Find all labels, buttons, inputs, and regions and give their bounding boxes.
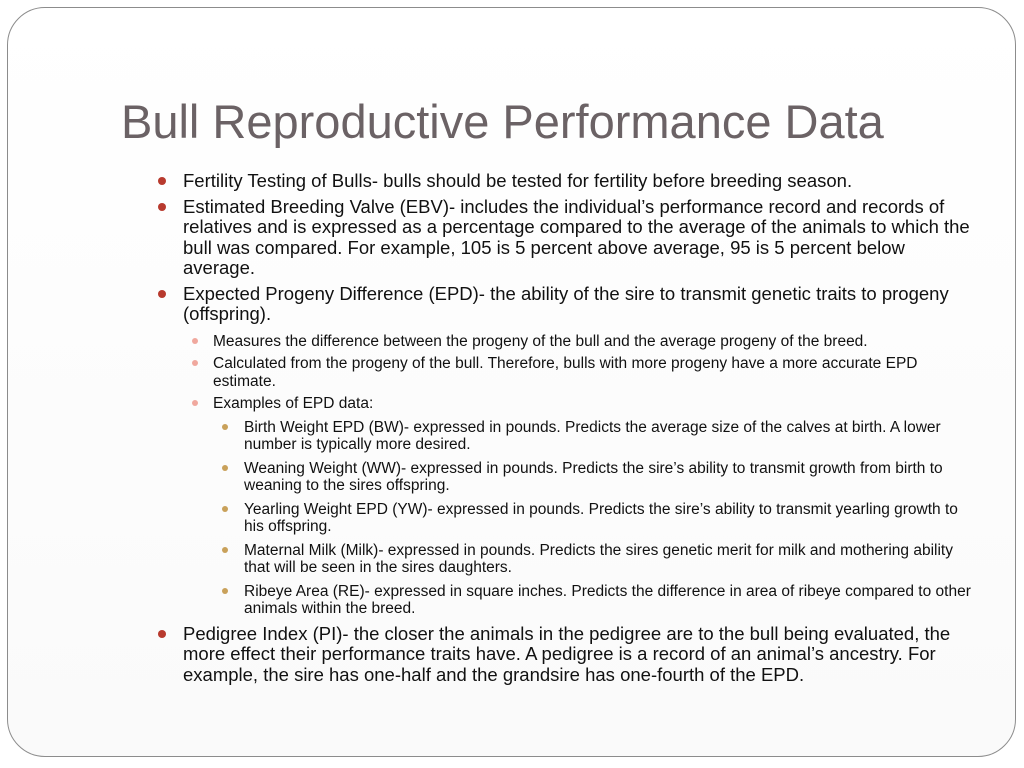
- bullet-dot-icon: [158, 290, 166, 298]
- epd-examples-list: [213, 419, 972, 618]
- bullet-dot-icon: [158, 203, 166, 211]
- bullet-dot-icon: [158, 177, 166, 185]
- bullet-text: Fertility Testing of Bulls- bulls should be tested for fertility before breeding season.: [183, 170, 853, 191]
- example-bullet-dot-icon: [222, 547, 228, 553]
- example-bullet-dot-icon: [222, 465, 228, 471]
- sub-bullet-dot-icon: [192, 338, 198, 344]
- sub-bullet-text: Measures the difference between the progeny of the bull and the average progeny of the breed.: [213, 332, 868, 350]
- bullet-pedigree-index: [156, 624, 972, 686]
- example-text: Yearling Weight EPD (YW)- expressed in pounds. Predicts the sire’s ability to transmit yearling growth to his offspring.: [244, 500, 958, 535]
- sub-bullet-dot-icon: [192, 360, 198, 366]
- example-bullet-dot-icon: [222, 424, 228, 430]
- bullet-list: [156, 171, 972, 685]
- sub-bullet-measures: [183, 333, 972, 351]
- epd-example-maternal-milk: [213, 542, 972, 577]
- slide-title: Bull Reproductive Performance Data: [121, 95, 884, 148]
- example-text: Birth Weight EPD (BW)- expressed in pounds. Predicts the average size of the calves at birth. A lower number is typically more desired.: [244, 418, 941, 453]
- bullet-ebv: [156, 197, 972, 279]
- example-bullet-dot-icon: [222, 506, 228, 512]
- epd-example-ribeye-area: [213, 583, 972, 618]
- sub-bullet-text: Examples of EPD data:: [213, 395, 374, 412]
- bullet-text: Pedigree Index (PI)- the closer the animals in the pedigree are to the bull being evaluated, the more effect their performance traits have. A pedigree is a record of an animal’s ancestry. For example, the sire has one-half and the grandsire has one-fourth of the EPD.: [183, 622, 951, 685]
- sub-bullet-text: Calculated from the progeny of the bull. Therefore, bulls with more progeny have a more accurate EPD estimate.: [213, 355, 918, 390]
- sub-bullet-calculated: [183, 355, 972, 390]
- bullet-dot-icon: [158, 630, 166, 638]
- bullet-text: Estimated Breeding Valve (EBV)- includes the individual’s performance record and records of relatives and is expressed as a percentage compared to the average of the animals to which the bull was compared. For example, 105 is 5 percent above average, 95 is 5 percent below average.: [183, 195, 970, 278]
- example-text: Ribeye Area (RE)- expressed in square inches. Predicts the difference in area of ribeye compared to other animals within the breed.: [244, 582, 971, 617]
- example-text: Weaning Weight (WW)- expressed in pounds. Predicts the sire’s ability to transmit growth from birth to weaning to the sires offspring.: [244, 459, 943, 494]
- epd-example-yearling-weight: [213, 501, 972, 536]
- slide-frame: [7, 7, 1016, 757]
- epd-example-weaning-weight: [213, 460, 972, 495]
- bullet-fertility-testing: [156, 171, 972, 192]
- example-bullet-dot-icon: [222, 588, 228, 594]
- bullet-epd: [156, 284, 972, 618]
- sub-bullet-examples: [183, 395, 972, 618]
- bullet-text: Expected Progeny Difference (EPD)- the ability of the sire to transmit genetic traits to progeny (offspring).: [183, 282, 949, 324]
- epd-example-birth-weight: [213, 419, 972, 454]
- sub-bullet-list: [183, 333, 972, 618]
- sub-bullet-dot-icon: [192, 400, 198, 406]
- example-text: Maternal Milk (Milk)- expressed in pounds. Predicts the sires genetic merit for milk and mothering ability that will be seen in the sires daughters.: [244, 541, 953, 576]
- slide-content: [156, 171, 972, 690]
